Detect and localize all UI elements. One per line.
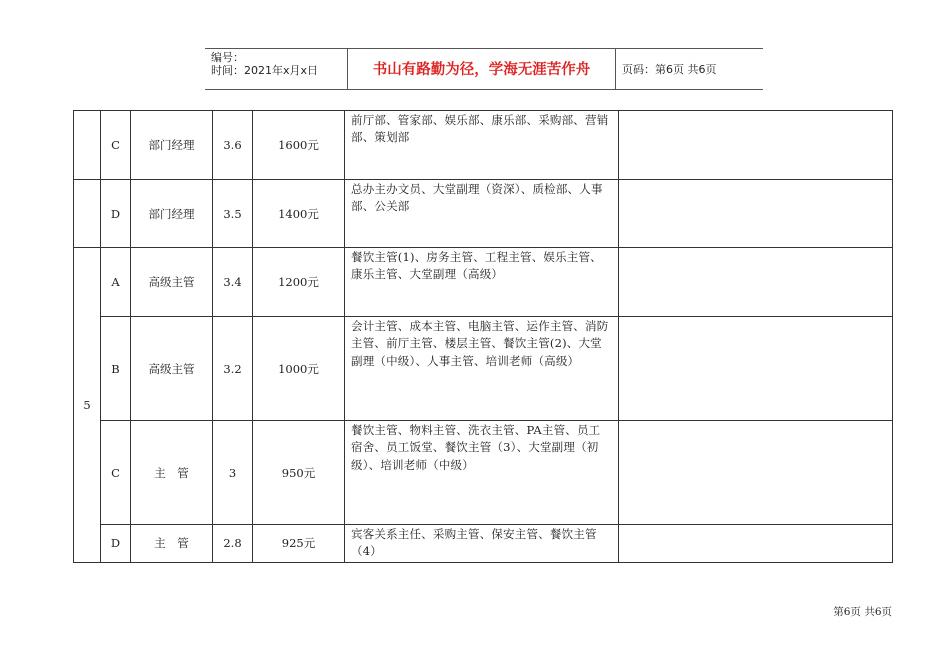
coefficient-cell: 3.2 bbox=[213, 317, 253, 421]
table-row bbox=[74, 248, 893, 317]
grade-cell: B bbox=[101, 317, 131, 421]
duties-cell: 宾客关系主任、采购主管、保安主管、餐饮主管（4） bbox=[345, 525, 619, 563]
remarks-cell bbox=[619, 248, 893, 317]
position-cell: 主 管 bbox=[131, 525, 213, 563]
table-row bbox=[74, 180, 893, 248]
level-cell bbox=[74, 111, 101, 180]
duties-cell: 前厅部、管家部、娱乐部、康乐部、采购部、营销部、策划部 bbox=[345, 111, 619, 180]
coefficient-cell: 3.4 bbox=[213, 248, 253, 317]
remarks-cell bbox=[619, 525, 893, 563]
table-row bbox=[74, 421, 893, 525]
grade-cell: C bbox=[101, 111, 131, 180]
position-cell: 部门经理 bbox=[131, 111, 213, 180]
header-page-number: 页码：第6页 共6页 bbox=[622, 63, 717, 76]
salary-cell: 950元 bbox=[253, 421, 345, 525]
salary-cell: 1600元 bbox=[253, 111, 345, 180]
salary-cell: 1200元 bbox=[253, 248, 345, 317]
duties-cell: 总办主办文员、大堂副理（资深）、质检部、人事部、公关部 bbox=[345, 180, 619, 248]
table-row bbox=[74, 525, 893, 563]
header-motto: 书山有路勤为径，学海无涯苦作舟 bbox=[348, 49, 616, 89]
duties-cell: 会计主管、成本主管、电脑主管、运作主管、消防主管、前厅主管、楼层主管、餐饮主管(2)、大堂副理（中级）、人事主管、培训老师（高级） bbox=[345, 317, 619, 421]
table-row bbox=[74, 317, 893, 421]
table-row bbox=[74, 111, 893, 180]
level-cell bbox=[74, 180, 101, 248]
coefficient-cell: 3.5 bbox=[213, 180, 253, 248]
header-info bbox=[205, 49, 348, 89]
remarks-cell bbox=[619, 180, 893, 248]
position-cell: 高级主管 bbox=[131, 317, 213, 421]
page-footer: 第6页 共6页 bbox=[833, 606, 892, 618]
grade-cell: D bbox=[101, 180, 131, 248]
coefficient-cell: 2.8 bbox=[213, 525, 253, 563]
position-cell: 主 管 bbox=[131, 421, 213, 525]
salary-cell: 925元 bbox=[253, 525, 345, 563]
salary-cell: 1400元 bbox=[253, 180, 345, 248]
doc-number: 编号： bbox=[211, 51, 244, 64]
salary-cell: 1000元 bbox=[253, 317, 345, 421]
remarks-cell bbox=[619, 317, 893, 421]
position-cell: 部门经理 bbox=[131, 180, 213, 248]
coefficient-cell: 3.6 bbox=[213, 111, 253, 180]
remarks-cell bbox=[619, 421, 893, 525]
level-group-cell: 5 bbox=[74, 248, 101, 563]
grade-cell: A bbox=[101, 248, 131, 317]
coefficient-cell: 3 bbox=[213, 421, 253, 525]
remarks-cell bbox=[619, 111, 893, 180]
duties-cell: 餐饮主管、物料主管、洗衣主管、PA主管、员工宿舍、员工饭堂、餐饮主管（3）、大堂副理（初级）、培训老师（中级） bbox=[345, 421, 619, 525]
page-header bbox=[205, 48, 763, 90]
grade-cell: C bbox=[101, 421, 131, 525]
position-cell: 高级主管 bbox=[131, 248, 213, 317]
salary-grade-table bbox=[73, 110, 893, 563]
grade-cell: D bbox=[101, 525, 131, 563]
duties-cell: 餐饮主管(1)、房务主管、工程主管、娱乐主管、康乐主管、大堂副理（高级） bbox=[345, 248, 619, 317]
doc-date: 时间：2021年x月x日 bbox=[211, 64, 319, 77]
